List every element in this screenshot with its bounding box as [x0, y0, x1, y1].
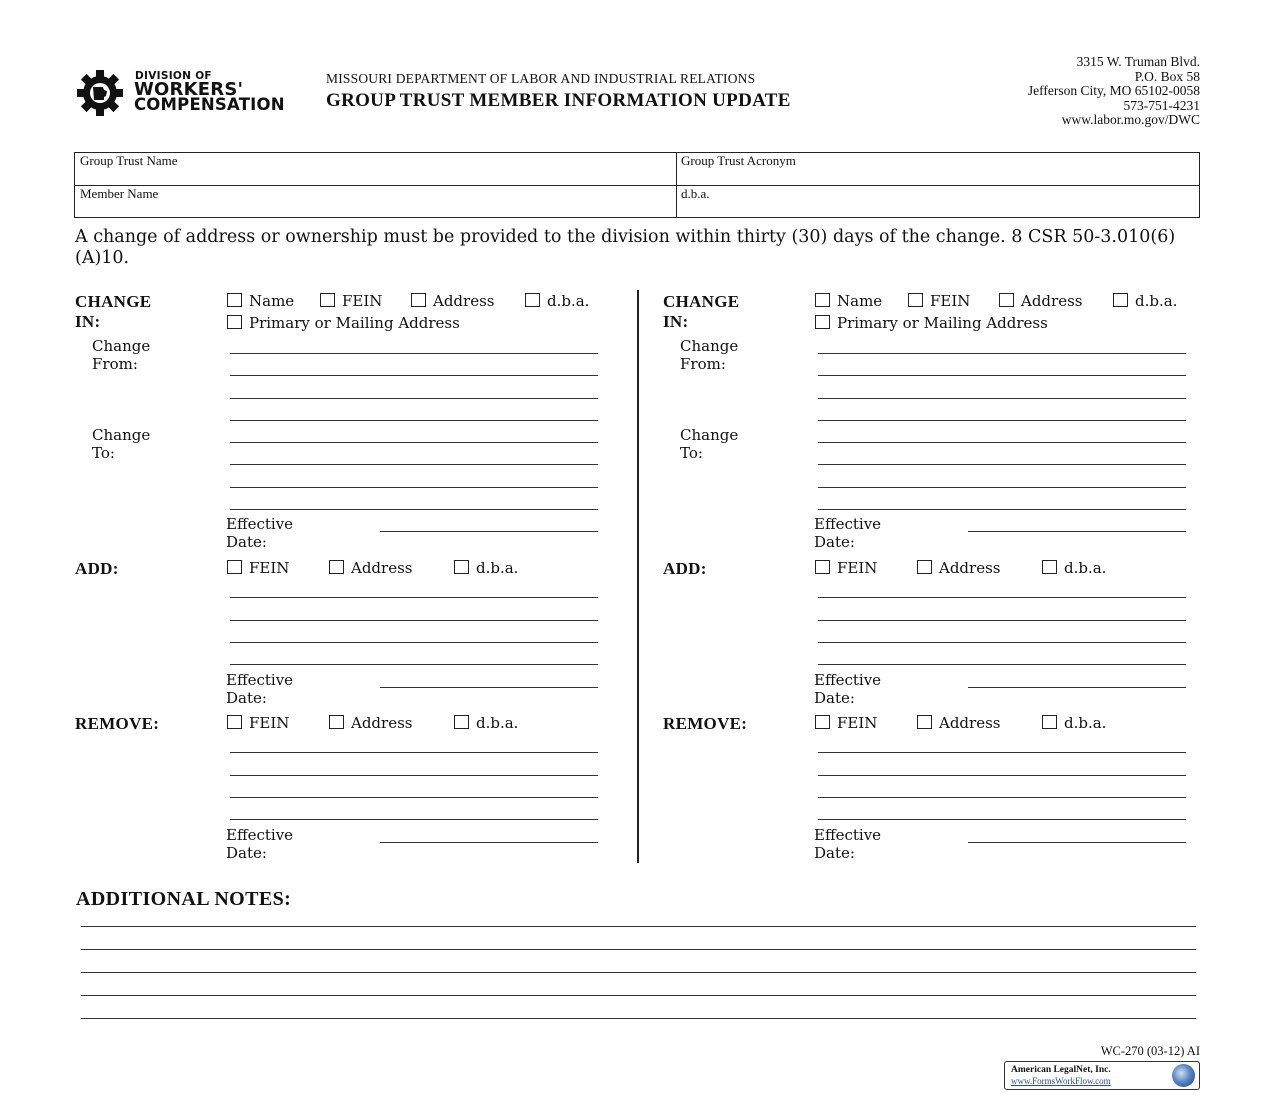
- checkbox-label: Primary or Mailing Address: [837, 314, 1048, 332]
- address-line: P.O. Box 58: [1134, 68, 1200, 84]
- agency-address: [1028, 55, 1200, 128]
- address-line: 3315 W. Truman Blvd.: [1076, 54, 1200, 69]
- checkbox-label: Address: [939, 559, 1001, 577]
- change-dba-option[interactable]: [1113, 292, 1177, 310]
- remove-label: REMOVE:: [75, 714, 160, 733]
- gear-icon: [73, 70, 127, 116]
- checkbox-label: FEIN: [837, 714, 878, 732]
- change-to-label: Change To:: [680, 426, 739, 462]
- blank-line[interactable]: [818, 420, 1186, 421]
- add-address-option[interactable]: [329, 559, 412, 577]
- add-fein-option[interactable]: [815, 559, 877, 577]
- change-in-label: CHANGE IN:: [75, 292, 152, 331]
- checkbox-label: Address: [351, 714, 413, 732]
- add-dba-option[interactable]: [454, 559, 518, 577]
- remove-fein-option[interactable]: [227, 714, 289, 732]
- checkbox-label: Primary or Mailing Address: [249, 314, 460, 332]
- checkbox[interactable]: [1042, 715, 1057, 729]
- column-divider: [637, 290, 639, 863]
- remove-label: REMOVE:: [663, 714, 748, 733]
- effective-date-label: Effective Date:: [814, 515, 882, 551]
- remove-address-option[interactable]: [329, 714, 412, 732]
- effective-date-label: Effective Date:: [814, 826, 882, 862]
- checkbox-label: FEIN: [342, 292, 383, 310]
- remove-dba-option[interactable]: [454, 714, 518, 732]
- blank-line[interactable]: [818, 597, 1186, 598]
- notes-line[interactable]: [81, 949, 1196, 950]
- blank-line[interactable]: [230, 464, 598, 465]
- change-dba-option[interactable]: [525, 292, 589, 310]
- blank-line[interactable]: [230, 642, 598, 643]
- blank-line[interactable]: [230, 819, 598, 820]
- blank-line[interactable]: [818, 775, 1186, 776]
- group-trust-name-field[interactable]: Group Trust Name: [80, 153, 178, 168]
- vendor-link[interactable]: www.FormsWorkFlow.com: [1011, 1076, 1111, 1086]
- department-name: MISSOURI DEPARTMENT OF LABOR AND INDUSTRIAL RELATIONS: [326, 71, 756, 86]
- checkbox-label: d.b.a.: [476, 559, 519, 577]
- checkbox[interactable]: [454, 715, 469, 729]
- blank-line[interactable]: [818, 375, 1186, 376]
- checkbox[interactable]: [411, 293, 426, 307]
- dba-field[interactable]: d.b.a.: [681, 186, 710, 201]
- blank-line[interactable]: [230, 487, 598, 488]
- change-fein-option[interactable]: [320, 292, 382, 310]
- remove-dba-option[interactable]: [1042, 714, 1106, 732]
- blank-line[interactable]: [230, 353, 598, 354]
- blank-line[interactable]: [230, 597, 598, 598]
- blank-line[interactable]: [818, 509, 1186, 510]
- blank-line[interactable]: [230, 620, 598, 621]
- member-info-table: [74, 152, 1200, 218]
- checkbox[interactable]: [908, 293, 923, 307]
- primary-mailing-option[interactable]: [815, 314, 1048, 332]
- checkbox-label: Address: [433, 292, 495, 310]
- checkbox[interactable]: [815, 315, 830, 329]
- checkbox[interactable]: [1113, 293, 1128, 307]
- blank-line[interactable]: [818, 819, 1186, 820]
- add-label: ADD:: [75, 559, 119, 578]
- checkbox-label: Name: [837, 292, 883, 310]
- dwc-logo: [73, 70, 303, 116]
- blank-line[interactable]: [380, 531, 598, 532]
- change-address-option[interactable]: [999, 292, 1082, 310]
- blank-line[interactable]: [968, 531, 1186, 532]
- checkbox[interactable]: [227, 293, 242, 307]
- blank-line[interactable]: [230, 442, 598, 443]
- checkbox-label: d.b.a.: [476, 714, 519, 732]
- blank-line[interactable]: [230, 420, 598, 421]
- additional-notes-label: ADDITIONAL NOTES:: [76, 888, 292, 910]
- checkbox[interactable]: [227, 560, 242, 574]
- checkbox[interactable]: [227, 315, 242, 329]
- remove-address-option[interactable]: [917, 714, 1000, 732]
- checkbox[interactable]: [454, 560, 469, 574]
- checkbox[interactable]: [329, 715, 344, 729]
- change-name-option[interactable]: [227, 292, 294, 310]
- blank-line[interactable]: [230, 375, 598, 376]
- blank-line[interactable]: [818, 620, 1186, 621]
- form-title: GROUP TRUST MEMBER INFORMATION UPDATE: [326, 90, 791, 111]
- change-from-label: Change From:: [92, 337, 151, 373]
- phone-number: 573-751-4231: [1123, 97, 1200, 113]
- blank-line[interactable]: [230, 509, 598, 510]
- checkbox-label: d.b.a.: [1064, 559, 1107, 577]
- blank-line[interactable]: [230, 797, 598, 798]
- remove-fein-option[interactable]: [815, 714, 877, 732]
- website-link[interactable]: www.labor.mo.gov/DWC: [1061, 112, 1200, 127]
- member-name-field[interactable]: Member Name: [80, 186, 159, 201]
- primary-mailing-option[interactable]: [227, 314, 460, 332]
- notice-text: A change of address or ownership must be provided to the division within thirty (30) days of the change. 8 CSR 50-3.010(6)(A)10.: [75, 227, 1176, 268]
- checkbox-label: Address: [1021, 292, 1083, 310]
- blank-line[interactable]: [230, 664, 598, 665]
- blank-line[interactable]: [968, 842, 1186, 843]
- blank-line[interactable]: [818, 664, 1186, 665]
- blank-line[interactable]: [968, 687, 1186, 688]
- effective-date-label: Effective Date:: [226, 671, 294, 707]
- blank-line[interactable]: [818, 353, 1186, 354]
- checkbox-label: FEIN: [930, 292, 971, 310]
- vendor-badge: [1004, 1061, 1200, 1090]
- checkbox-label: Name: [249, 292, 295, 310]
- checkbox-label: d.b.a.: [1064, 714, 1107, 732]
- checkbox[interactable]: [1042, 560, 1057, 574]
- checkbox[interactable]: [227, 715, 242, 729]
- checkbox[interactable]: [525, 293, 540, 307]
- group-trust-acronym-field[interactable]: Group Trust Acronym: [681, 153, 796, 168]
- effective-date-label: Effective Date:: [226, 515, 294, 551]
- checkbox-label: d.b.a.: [547, 292, 590, 310]
- checkbox[interactable]: [815, 293, 830, 307]
- change-from-label: Change From:: [680, 337, 739, 373]
- blank-line[interactable]: [818, 797, 1186, 798]
- logo-line-3: COMPENSATION: [134, 95, 285, 114]
- checkbox[interactable]: [917, 715, 932, 729]
- blank-line[interactable]: [230, 775, 598, 776]
- effective-date-label: Effective Date:: [226, 826, 294, 862]
- change-fein-option[interactable]: [908, 292, 970, 310]
- logo-line-1: DIVISION OF: [135, 70, 212, 82]
- notes-line[interactable]: [81, 1018, 1196, 1019]
- blank-line[interactable]: [818, 398, 1186, 399]
- checkbox[interactable]: [329, 560, 344, 574]
- checkbox[interactable]: [917, 560, 932, 574]
- blank-line[interactable]: [818, 464, 1186, 465]
- blank-line[interactable]: [380, 842, 598, 843]
- blank-line[interactable]: [818, 442, 1186, 443]
- change-address-option[interactable]: [411, 292, 494, 310]
- form-number: WC-270 (03-12) AI: [1100, 1044, 1200, 1058]
- notes-line[interactable]: [81, 995, 1196, 996]
- blank-line[interactable]: [818, 752, 1186, 753]
- checkbox[interactable]: [815, 560, 830, 574]
- checkbox[interactable]: [320, 293, 335, 307]
- add-fein-option[interactable]: [227, 559, 289, 577]
- checkbox-label: FEIN: [249, 714, 290, 732]
- globe-icon: [1172, 1064, 1195, 1087]
- add-label: ADD:: [663, 559, 707, 578]
- blank-line[interactable]: [230, 398, 598, 399]
- effective-date-label: Effective Date:: [814, 671, 882, 707]
- logo-line-2: WORKERS': [134, 79, 244, 100]
- vendor-name: American LegalNet, Inc.: [1011, 1065, 1111, 1075]
- blank-line[interactable]: [818, 487, 1186, 488]
- add-address-option[interactable]: [917, 559, 1000, 577]
- checkbox-label: FEIN: [249, 559, 290, 577]
- checkbox[interactable]: [815, 715, 830, 729]
- add-dba-option[interactable]: [1042, 559, 1106, 577]
- blank-line[interactable]: [380, 687, 598, 688]
- checkbox-label: d.b.a.: [1135, 292, 1178, 310]
- checkbox-label: FEIN: [837, 559, 878, 577]
- change-name-option[interactable]: [815, 292, 882, 310]
- blank-line[interactable]: [818, 642, 1186, 643]
- change-in-label: CHANGE IN:: [663, 292, 740, 331]
- notes-line[interactable]: [81, 972, 1196, 973]
- checkbox[interactable]: [999, 293, 1014, 307]
- checkbox-label: Address: [939, 714, 1001, 732]
- checkbox-label: Address: [351, 559, 413, 577]
- change-to-label: Change To:: [92, 426, 151, 462]
- blank-line[interactable]: [230, 752, 598, 753]
- notes-line[interactable]: [81, 926, 1196, 927]
- address-line: Jefferson City, MO 65102-0058: [1027, 83, 1200, 98]
